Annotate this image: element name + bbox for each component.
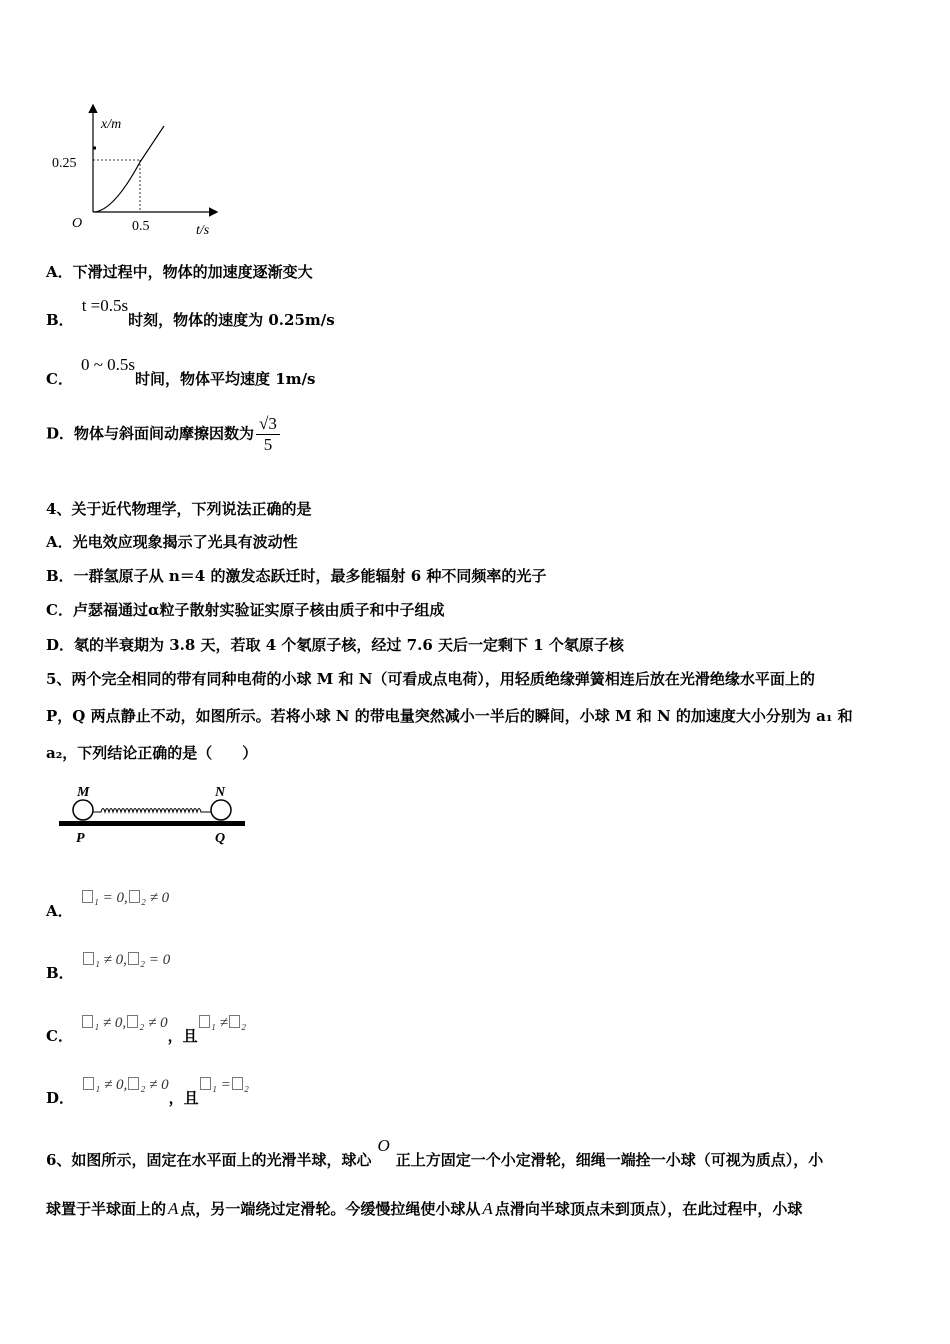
option-label: A．: [46, 263, 73, 281]
a1-placeholder-icon: [199, 1015, 210, 1028]
q6-stem-line2: [46, 1198, 802, 1219]
y-tick-label: 0.25: [52, 156, 77, 171]
math-part: ₂ = 0: [139, 952, 171, 968]
math-part: ₂: [240, 1015, 247, 1031]
a2-placeholder-icon: [127, 1015, 138, 1028]
label-q: Q: [215, 831, 226, 846]
option-math: [82, 1077, 169, 1093]
a1-placeholder-icon: [82, 890, 93, 903]
label-p: P: [76, 831, 85, 846]
q5-option-d: [46, 1077, 249, 1108]
x-t-curve: [93, 126, 164, 212]
option-label: C．: [46, 1027, 73, 1045]
origin-label: O: [72, 216, 83, 231]
math-part: ₁ ≠ 0,: [93, 1015, 127, 1031]
option-text: ，且: [167, 1027, 198, 1045]
option-math: [198, 1015, 246, 1031]
q3-option-b: [46, 296, 335, 330]
spring: [93, 809, 211, 813]
x-t-graph: [48, 100, 223, 240]
option-math: t =0.5s: [81, 296, 129, 315]
ball-n: [211, 800, 231, 820]
q5-option-a: [46, 890, 170, 921]
math-part: ₁ ≠: [210, 1015, 228, 1031]
stem-text: 正上方固定一个小定滑轮，细绳一端拴一小球（可视为质点），小: [395, 1151, 824, 1169]
option-math: 0 ~ 0.5s: [80, 355, 136, 374]
stem-text: 球置于半球面上的: [46, 1200, 167, 1218]
a1-placeholder-icon: [83, 952, 94, 965]
option-math: [82, 952, 171, 968]
math-part: ₂ ≠ 0: [140, 1077, 169, 1093]
option-label: D．: [46, 424, 75, 443]
math-a: A: [168, 1199, 179, 1218]
stem-text: 6、如图所示，固定在水平面上的光滑半球，球心: [46, 1151, 372, 1169]
option-label: A．: [46, 902, 73, 920]
math-a: A: [482, 1199, 493, 1218]
math-part: ₁ ≠ 0,: [94, 952, 127, 968]
math-o: O: [377, 1136, 390, 1155]
a2-placeholder-icon: [232, 1077, 243, 1090]
q4-stem: 4、关于近代物理学，下列说法正确的是: [46, 500, 312, 518]
option-label: C．: [46, 370, 73, 388]
x-tick-label: 0.5: [132, 219, 150, 234]
fraction-denominator: 5: [263, 435, 273, 454]
x-axis-label: t/s: [196, 223, 210, 238]
q4-option-d: D．氡的半衰期为 3.8 天，若取 4 个氡原子核，经过 7.6 天后一定剩下 1 个氡原子核: [46, 636, 624, 654]
ground-surface: [59, 821, 245, 826]
option-text: 时间，物体平均速度 1m/s: [135, 370, 316, 388]
a1-placeholder-icon: [83, 1077, 94, 1090]
option-text: 下滑过程中，物体的加速度逐渐变大: [72, 263, 313, 281]
y-axis-label: x/m: [101, 117, 122, 132]
label-m: M: [77, 785, 90, 800]
q5-stem-line3: a₂，下列结论正确的是（ ）: [46, 744, 258, 762]
a2-placeholder-icon: [229, 1015, 240, 1028]
stem-text: 点滑向半球顶点未到顶点），在此过程中，小球: [494, 1200, 803, 1218]
label-n: N: [215, 785, 226, 800]
q5-stem-line2: P，Q 两点静止不动，如图所示。若将小球 N 的带电量突然减小一半后的瞬间，小球 M 和 N 的加速度大小分别为 a₁ 和: [46, 707, 853, 725]
a2-placeholder-icon: [128, 952, 139, 965]
option-label: B．: [46, 311, 74, 329]
math-part: ₁ ≠ 0,: [95, 1077, 128, 1093]
q3-option-a: [46, 261, 313, 282]
q5-option-b: [46, 952, 171, 983]
a1-placeholder-icon: [82, 1015, 93, 1028]
math-part: ₂: [243, 1077, 249, 1093]
q4-option-a: A．光电效应现象揭示了光具有波动性: [46, 533, 298, 551]
option-text: 物体与斜面间动摩擦因数为: [74, 424, 255, 443]
math-part: ₁ = 0,: [93, 890, 128, 906]
q3-option-c: [46, 355, 316, 389]
option-math: [81, 1015, 168, 1031]
option-math: [199, 1077, 249, 1093]
q3-option-d: [46, 414, 280, 455]
stem-text: 点，另一端绕过定滑轮。今缓慢拉绳使小球从: [180, 1200, 481, 1218]
fraction-numerator: √3: [256, 414, 280, 435]
q4-option-b: B．一群氢原子从 n＝4 的激发态跃迁时，最多能辐射 6 种不同频率的光子: [46, 567, 547, 585]
option-text: 时刻，物体的速度为 0.25m/s: [128, 311, 335, 329]
math-part: ₂ ≠ 0: [139, 1015, 168, 1031]
a1-placeholder-icon: [200, 1077, 211, 1090]
option-text: ，且: [168, 1089, 199, 1107]
a2-placeholder-icon: [129, 890, 140, 903]
option-label: D．: [46, 1089, 75, 1107]
q6-stem-line1: [46, 1136, 824, 1170]
math-part: ₂ ≠ 0: [140, 890, 170, 906]
q5-stem-line1: 5、两个完全相同的带有同种电荷的小球 M 和 N（可看成点电荷），用轻质绝缘弹簧相连后放在光滑绝缘水平面上的: [46, 670, 815, 688]
option-label: B．: [46, 964, 74, 982]
a2-placeholder-icon: [128, 1077, 139, 1090]
ball-m: [73, 800, 93, 820]
q5-option-c: [46, 1015, 247, 1046]
sqrt3-over-5-fraction: [256, 414, 280, 455]
math-part: ₁ =: [211, 1077, 231, 1093]
spring-balls-figure: [55, 780, 250, 850]
q4-option-c: C．卢瑟福通过α粒子散射实验证实原子核由质子和中子组成: [46, 601, 445, 619]
option-math: [81, 890, 170, 906]
